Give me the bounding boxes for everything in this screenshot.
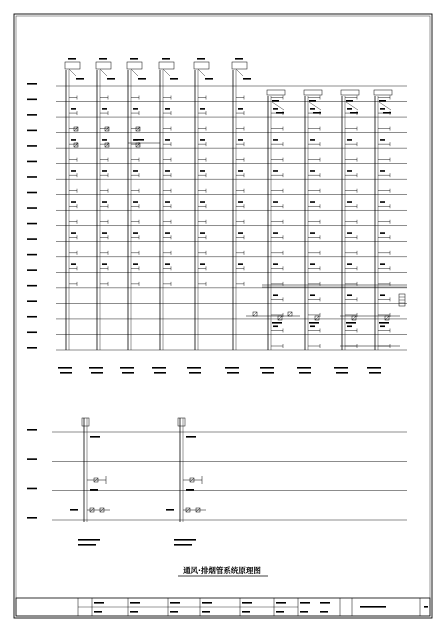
fan-tag	[235, 58, 243, 60]
branch-tag	[186, 489, 194, 491]
damper-blade	[105, 143, 109, 147]
branch-tag	[347, 325, 352, 327]
title-block-cell	[202, 602, 212, 604]
roof-fan	[341, 90, 359, 95]
branch-tag	[273, 201, 278, 203]
fire-damper	[74, 127, 78, 131]
roof-fan	[96, 62, 111, 69]
branch-tag	[200, 108, 205, 110]
fan-tag	[309, 100, 316, 102]
damper-tag	[379, 322, 389, 324]
branch-tag	[165, 170, 170, 172]
branch-tag	[273, 263, 278, 265]
branch-tag	[380, 170, 385, 172]
title-block-cell	[130, 602, 140, 604]
fire-damper	[136, 143, 140, 147]
damper-blade	[136, 127, 140, 131]
damper-blade	[74, 143, 78, 147]
branch-tag	[380, 325, 385, 327]
title-block-cell	[94, 602, 104, 604]
fan-outlet	[198, 69, 205, 76]
fan-spec	[138, 78, 146, 80]
floor-elevation-label	[27, 83, 37, 85]
branch-tag	[238, 170, 243, 172]
fan-tag	[99, 58, 107, 60]
title-block-cell	[94, 611, 102, 613]
riser-sublabel	[174, 544, 192, 546]
riser-sublabel	[369, 372, 381, 374]
damper-blade	[105, 127, 109, 131]
branch-tag	[102, 170, 107, 172]
branch-tag	[310, 263, 315, 265]
fire-damper	[136, 127, 140, 131]
roof-fan	[267, 90, 285, 95]
branch-tag	[166, 509, 174, 511]
riser-label	[152, 367, 166, 369]
riser-sublabel	[262, 372, 274, 374]
branch-tag	[71, 108, 76, 110]
riser-label	[58, 367, 72, 369]
riser-sublabel	[91, 372, 103, 374]
branch-tag	[347, 108, 352, 110]
floor-elevation-label	[27, 254, 37, 256]
title-block	[16, 598, 430, 616]
fan-spec	[243, 78, 251, 80]
branch-tag	[347, 201, 352, 203]
branch-tag	[200, 232, 205, 234]
riser-sublabel	[154, 372, 166, 374]
roof-fan	[127, 62, 142, 69]
branch-tag	[238, 201, 243, 203]
branch-tag	[102, 232, 107, 234]
riser-label	[187, 367, 201, 369]
damper-blade	[288, 312, 292, 316]
branch-tag	[380, 232, 385, 234]
branch-tag	[310, 139, 315, 141]
branch-tag	[71, 139, 76, 141]
branch-tag	[71, 201, 76, 203]
title-block-cell	[320, 602, 330, 604]
riser-label	[78, 539, 100, 541]
branch-tag	[380, 108, 385, 110]
branch-tag	[238, 108, 243, 110]
damper-blade	[74, 127, 78, 131]
riser-label	[174, 539, 196, 541]
fan-spec	[205, 78, 213, 80]
branch-tag	[102, 139, 107, 141]
fan-outlet	[163, 69, 170, 76]
floor-elevation-label	[27, 269, 37, 271]
branch-tag	[133, 170, 138, 172]
title-block-cell	[170, 602, 180, 604]
floor-elevation-label	[27, 458, 37, 460]
branch-tag	[102, 263, 107, 265]
lower-system-diagram	[27, 418, 407, 546]
branch-tag	[273, 170, 278, 172]
riser-sublabel	[299, 372, 311, 374]
title-block-cell	[300, 602, 310, 604]
branch-tag	[102, 108, 107, 110]
floor-elevation-label	[27, 114, 37, 116]
title-block-drawing-name	[360, 606, 386, 608]
fan-tag	[68, 58, 76, 60]
upper-system-diagram	[27, 58, 407, 374]
fan-spec	[76, 78, 84, 80]
branch-tag	[310, 325, 315, 327]
branch-tag	[238, 139, 243, 141]
title-block-cell	[320, 611, 328, 613]
title-block-cell	[170, 611, 178, 613]
damper-blade	[352, 316, 356, 320]
damper-blade	[136, 143, 140, 147]
floor-elevation-label	[27, 316, 37, 318]
floor-elevation-label	[27, 488, 37, 490]
floor-elevation-label	[27, 99, 37, 101]
roof-fan	[65, 62, 80, 69]
fire-damper	[352, 316, 356, 320]
branch-tag	[380, 294, 385, 296]
branch-tag	[273, 294, 278, 296]
fan-outlet	[131, 69, 138, 76]
fire-damper	[253, 312, 257, 316]
fan-outlet	[236, 69, 243, 76]
floor-elevation-label	[27, 517, 37, 519]
title-block-cell	[276, 611, 284, 613]
riser-label	[260, 367, 274, 369]
title-block-cell	[276, 602, 286, 604]
branch-tag	[310, 108, 315, 110]
branch-tag	[200, 263, 205, 265]
branch-tag	[71, 263, 76, 265]
branch-tag	[133, 201, 138, 203]
damper-blade	[278, 316, 282, 320]
title-block-cell	[202, 611, 210, 613]
riser-sublabel	[336, 372, 348, 374]
branch-tag	[347, 263, 352, 265]
branch-tag	[310, 232, 315, 234]
fan-outlet	[100, 69, 107, 76]
branch-tag	[165, 232, 170, 234]
floor-elevation-label	[27, 223, 37, 225]
fan-tag	[346, 100, 353, 102]
riser-label	[334, 367, 348, 369]
branch-tag	[238, 232, 243, 234]
roof-fan	[232, 62, 247, 69]
branch-tag	[347, 170, 352, 172]
duct-tag	[134, 139, 144, 141]
branch-tag	[380, 201, 385, 203]
branch-tag	[310, 170, 315, 172]
floor-elevation-label	[27, 192, 37, 194]
branch-tag	[380, 139, 385, 141]
title-block-cell	[130, 611, 138, 613]
riser-label	[89, 367, 103, 369]
fan-spec	[90, 436, 100, 438]
roof-fan	[82, 418, 89, 426]
roof-fan	[178, 418, 185, 426]
fire-damper	[105, 127, 109, 131]
fan-spec	[170, 78, 178, 80]
fire-damper	[385, 316, 389, 320]
riser-sublabel	[227, 372, 239, 374]
branch-tag	[200, 201, 205, 203]
title-block-cell	[242, 611, 250, 613]
damper-tag	[309, 322, 319, 324]
branch-tag	[200, 170, 205, 172]
fire-damper	[315, 316, 319, 320]
title-block-cell	[300, 611, 308, 613]
riser-sublabel	[60, 372, 72, 374]
fire-damper	[105, 143, 109, 147]
branch-tag	[90, 489, 98, 491]
floor-elevation-label	[27, 300, 37, 302]
fan-tag	[130, 58, 138, 60]
floor-elevation-label	[27, 347, 37, 349]
branch-tag	[380, 263, 385, 265]
branch-tag	[71, 170, 76, 172]
branch-tag	[165, 263, 170, 265]
riser-sublabel	[78, 544, 96, 546]
branch-tag	[70, 509, 78, 511]
fan-tag	[272, 100, 279, 102]
damper-blade	[253, 312, 257, 316]
branch-tag	[273, 108, 278, 110]
fan-tag	[162, 58, 170, 60]
damper-blade	[315, 316, 319, 320]
branch-tag	[165, 201, 170, 203]
riser-sublabel	[122, 372, 134, 374]
riser-sublabel	[189, 372, 201, 374]
branch-tag	[273, 325, 278, 327]
floor-elevation-label	[27, 161, 37, 163]
drawing-title: 通风·排烟管系统原理图	[183, 566, 261, 575]
branch-tag	[133, 108, 138, 110]
damper-tag	[272, 322, 282, 324]
roof-fan	[304, 90, 322, 95]
roof-fan	[194, 62, 209, 69]
branch-tag	[347, 232, 352, 234]
fire-damper	[278, 316, 282, 320]
branch-tag	[102, 201, 107, 203]
branch-tag	[200, 139, 205, 141]
roof-fan	[374, 90, 392, 95]
branch-tag	[273, 232, 278, 234]
fan-spec	[186, 436, 196, 438]
branch-tag	[165, 139, 170, 141]
floor-elevation-label	[27, 207, 37, 209]
title-block-sheet-no	[424, 606, 428, 608]
fan-spec	[107, 78, 115, 80]
riser-label	[297, 367, 311, 369]
riser-label	[120, 367, 134, 369]
title-block-cell	[242, 602, 252, 604]
branch-tag	[310, 201, 315, 203]
riser-label	[367, 367, 381, 369]
riser-label	[225, 367, 239, 369]
fan-tag	[197, 58, 205, 60]
branch-tag	[347, 294, 352, 296]
fan-outlet	[69, 69, 76, 76]
floor-elevation-label	[27, 176, 37, 178]
fire-damper	[74, 143, 78, 147]
branch-tag	[310, 294, 315, 296]
floor-elevation-label	[27, 285, 37, 287]
floor-elevation-label	[27, 130, 37, 132]
fire-damper	[288, 312, 292, 316]
damper-blade	[385, 316, 389, 320]
branch-tag	[165, 108, 170, 110]
floor-elevation-label	[27, 429, 37, 431]
branch-tag	[71, 232, 76, 234]
damper-tag	[346, 322, 356, 324]
roof-fan	[159, 62, 174, 69]
branch-tag	[347, 139, 352, 141]
branch-tag	[273, 139, 278, 141]
fan-tag	[379, 100, 386, 102]
floor-elevation-label	[27, 238, 37, 240]
branch-tag	[133, 232, 138, 234]
floor-elevation-label	[27, 145, 37, 147]
floor-elevation-label	[27, 331, 37, 333]
branch-tag	[133, 263, 138, 265]
branch-tag	[238, 263, 243, 265]
